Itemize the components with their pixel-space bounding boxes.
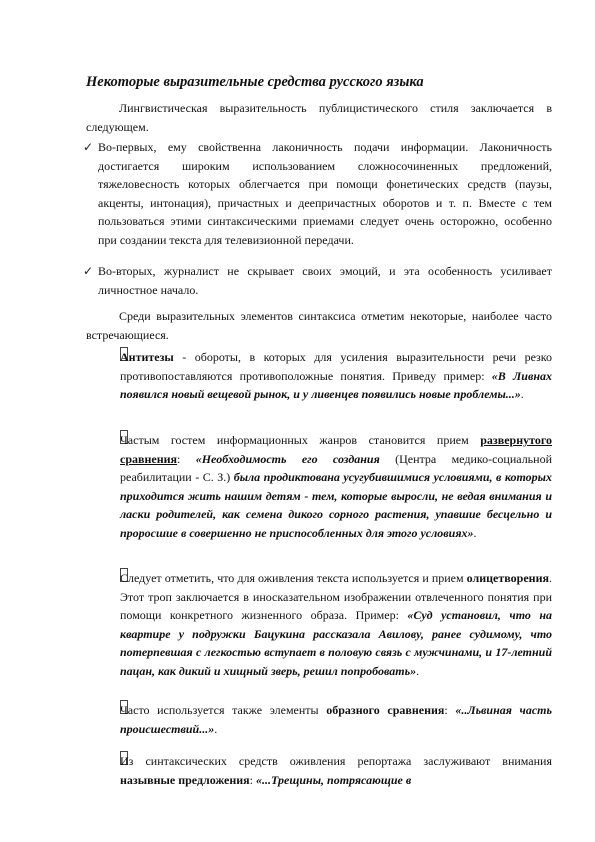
personification-example: «Суд установил, что на квартире у подружки Бацукина рассказала Авилову, ранее судимому, что потерпевшая с легкостью вступает в половую связь с мужчинами, и 17-летний пацан, как дикий и хищный зверь, решил попробовать» (120, 608, 552, 678)
figurative-example: «..Львиная часть происшествий...» (120, 703, 552, 736)
nominative-text: : (249, 772, 256, 787)
nominative-example: «...Трещины, потрясающие в (256, 772, 412, 787)
antithesis-paragraph (120, 348, 552, 404)
comparison-paragraph (120, 431, 552, 542)
figurative-after: . (214, 721, 218, 736)
page-title: Некоторые выразительные средства русского языка (86, 74, 424, 90)
antithesis-example: «В Ливнах появился новый вещевой рынок, и у ливенцев появились новые проблемы...» (120, 368, 552, 401)
personification-after: . (416, 663, 420, 678)
term-nominative-sentences: назывные предложения (120, 772, 250, 787)
nominative-pre: Из синтаксических средств оживления репортажа заслуживают внимания (120, 754, 552, 768)
comparison-mid: (Центра медико-социальной реабилитации - С. З.) (120, 451, 552, 484)
nominative-paragraph (120, 752, 552, 789)
term-figurative-comparison: образного сравнения (326, 703, 445, 717)
term-antithesis: Антитезы (120, 350, 174, 364)
term-personification: олицетворения (466, 571, 549, 585)
intro-paragraph: Лингвистическая выразительность публицистического стиля заключается в следующем. (86, 101, 552, 134)
checkmark-icon: ✓ (83, 140, 94, 154)
personification-pre: Следует отметить, что для оживления текста используется и прием (120, 571, 467, 585)
comparison-after: . (473, 525, 477, 540)
check-item-2: Во-вторых, журналист не скрывает своих эмоций, и эта особенность усиливает личностное начало. (98, 264, 552, 297)
figurative-comparison-paragraph (120, 701, 552, 738)
comparison-text: : (177, 451, 196, 466)
personification-text: . Этот троп заключается в иносказательном изображении отвлеченного понятия при помощи конкретного жизненного образа. Пример: (120, 571, 552, 622)
checkmark-icon: ✓ (83, 264, 94, 278)
comparison-pre: Частым гостем информационных жанров становится прием (120, 433, 481, 447)
personification-paragraph (120, 569, 552, 680)
comparison-example: «Необходимость его создания (195, 451, 380, 466)
comparison-example-2: была продиктована усугубившимися условиями, в которых приходится жить нашим детям - тем, которые выросли, не ведая внимания и ласки родителей, как семена дикого сорного растения, упавшие бесцельно и проросшие в совершенно не приспособленных для этого условиях» (120, 470, 552, 540)
check-item-1: Во-первых, ему свойственна лаконичность подачи информации. Лаконичность достигается широким использованием сложносочиненных предложений, тяжеловесность которых облегчается при помощи фонетических средств (паузы, акценты, интонация), причастных и деепричастных оборотов и т. п. Вместе с тем пользоваться этими синтаксическими приемами следует очень осторожно, особенно при создании текста для телевизионной передачи. (98, 140, 552, 247)
lead-paragraph: Среди выразительных элементов синтаксиса отметим некоторые, наиболее часто встречающиеся. (86, 309, 552, 342)
figurative-text: : (444, 703, 456, 717)
figurative-pre: Часто используется также элементы (120, 703, 327, 717)
antithesis-text: - обороты, в которых для усиления выразительности речи резко противопоставляются противоположные понятия. Приведу пример: (120, 350, 552, 383)
term-comparison: развернутого сравнения (120, 433, 552, 466)
antithesis-after: . (520, 387, 524, 401)
